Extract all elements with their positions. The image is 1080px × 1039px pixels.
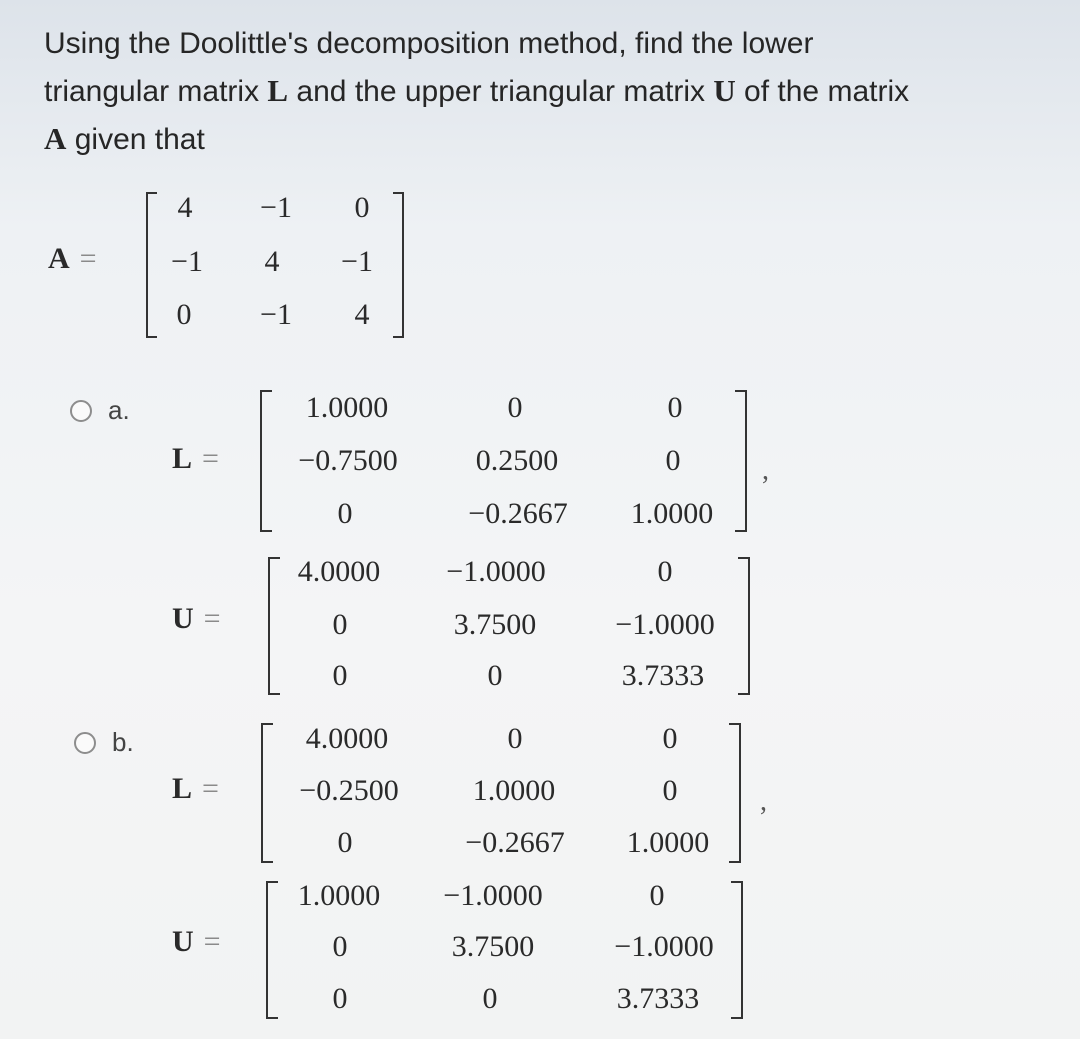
separator-comma: , [760, 786, 767, 817]
matrix-name: L [172, 442, 193, 475]
equals-sign: = [202, 442, 219, 475]
matrix-A-cell: 4 [354, 298, 370, 331]
question-line-2 [44, 67, 1054, 115]
matrix-cell: 1.0000 [626, 826, 710, 859]
matrix-cell: 0.2500 [475, 444, 559, 477]
matrix-A-name: A [48, 242, 70, 275]
option-b-label: b. [112, 727, 134, 757]
matrix-name: L [172, 772, 193, 805]
matrix-cell: 1.0000 [297, 879, 381, 912]
matrix-A-cell: 0 [354, 191, 370, 224]
option-a[interactable] [70, 395, 130, 426]
matrix-cell: 0 [332, 659, 348, 692]
matrix-cell: 1.0000 [472, 774, 556, 807]
matrix-cell: −0.2667 [465, 826, 565, 859]
matrix-cell: 0 [482, 982, 498, 1015]
matrix-A-cell: −1 [341, 245, 373, 278]
radio-button-icon[interactable] [74, 732, 96, 754]
option-b-L-left-bracket [261, 723, 273, 863]
matrix-cell: 0 [487, 659, 503, 692]
matrix-A-cell: −1 [260, 191, 292, 224]
matrix-cell: 0 [332, 982, 348, 1015]
matrix-A-cell: 4 [177, 191, 193, 224]
option-a-U-left-bracket [268, 557, 280, 695]
question-line-3 [44, 115, 1054, 163]
option-a-U-label [172, 602, 221, 636]
option-a-L-right-bracket [735, 390, 747, 532]
option-b-U-left-bracket [266, 881, 278, 1019]
matrix-cell: 0 [662, 774, 678, 807]
matrix-cell: −0.7500 [298, 444, 398, 477]
matrix-cell: −1.0000 [615, 608, 715, 641]
matrix-cell: 0 [665, 444, 681, 477]
matrix-A-right-bracket [393, 192, 404, 338]
question-text [44, 20, 1054, 163]
matrix-cell: −1.0000 [446, 555, 546, 588]
matrix-cell: 3.7333 [621, 659, 705, 692]
option-a-label: a. [108, 395, 130, 425]
matrix-U-symbol: U [713, 73, 736, 108]
equals-sign: = [202, 772, 219, 805]
option-b-U-right-bracket [731, 881, 743, 1019]
matrix-cell: 0 [332, 608, 348, 641]
option-a-L-label [172, 442, 219, 476]
matrix-cell: 4.0000 [297, 555, 381, 588]
matrix-A-symbol: A [44, 121, 67, 156]
question-line-1: Using the Doolittle's decomposition method, find the lower [44, 27, 814, 60]
matrix-cell: 0 [649, 879, 665, 912]
question-text-part: triangular matrix [44, 75, 268, 108]
equals-sign: = [203, 925, 221, 958]
matrix-A-cell: 4 [264, 245, 280, 278]
matrix-cell: 0 [507, 722, 523, 755]
option-b-L-right-bracket [729, 723, 741, 863]
matrix-cell: 0 [337, 497, 353, 530]
question-text-part: given that [66, 123, 205, 156]
radio-button-icon[interactable] [70, 400, 92, 422]
matrix-cell: 4.0000 [305, 722, 389, 755]
question-text-part: of the matrix [735, 75, 910, 108]
matrix-L-symbol: L [267, 73, 289, 108]
matrix-A-left-bracket [146, 192, 157, 338]
matrix-cell: −1.0000 [614, 930, 714, 963]
separator-comma: , [762, 455, 769, 486]
matrix-cell: −0.2667 [468, 497, 568, 530]
matrix-cell: 0 [337, 826, 353, 859]
matrix-cell: 3.7500 [451, 930, 535, 963]
matrix-name: U [172, 602, 194, 635]
option-a-L-left-bracket [260, 390, 272, 532]
matrix-cell: 3.7500 [453, 608, 537, 641]
matrix-cell: 0 [667, 391, 683, 424]
matrix-cell: 1.0000 [630, 497, 714, 530]
option-b-U-label [172, 925, 221, 959]
equals-sign: = [203, 602, 221, 635]
matrix-name: U [172, 925, 194, 958]
matrix-cell: 1.0000 [305, 391, 389, 424]
matrix-A-cell: −1 [260, 298, 292, 331]
matrix-cell: −1.0000 [443, 879, 543, 912]
matrix-A-cell: −1 [171, 245, 203, 278]
option-b[interactable] [74, 727, 134, 758]
matrix-cell: −0.2500 [299, 774, 399, 807]
matrix-cell: 3.7333 [616, 982, 700, 1015]
matrix-cell: 0 [662, 722, 678, 755]
matrix-cell: 0 [507, 391, 523, 424]
option-a-U-right-bracket [738, 557, 750, 695]
matrix-A-cell: 0 [176, 298, 192, 331]
question-text-part: and the upper triangular matrix [288, 75, 714, 108]
option-b-L-label [172, 772, 219, 806]
matrix-cell: 0 [332, 930, 348, 963]
equals-sign: = [79, 242, 97, 275]
matrix-cell: 0 [657, 555, 673, 588]
matrix-A-label [48, 242, 97, 276]
